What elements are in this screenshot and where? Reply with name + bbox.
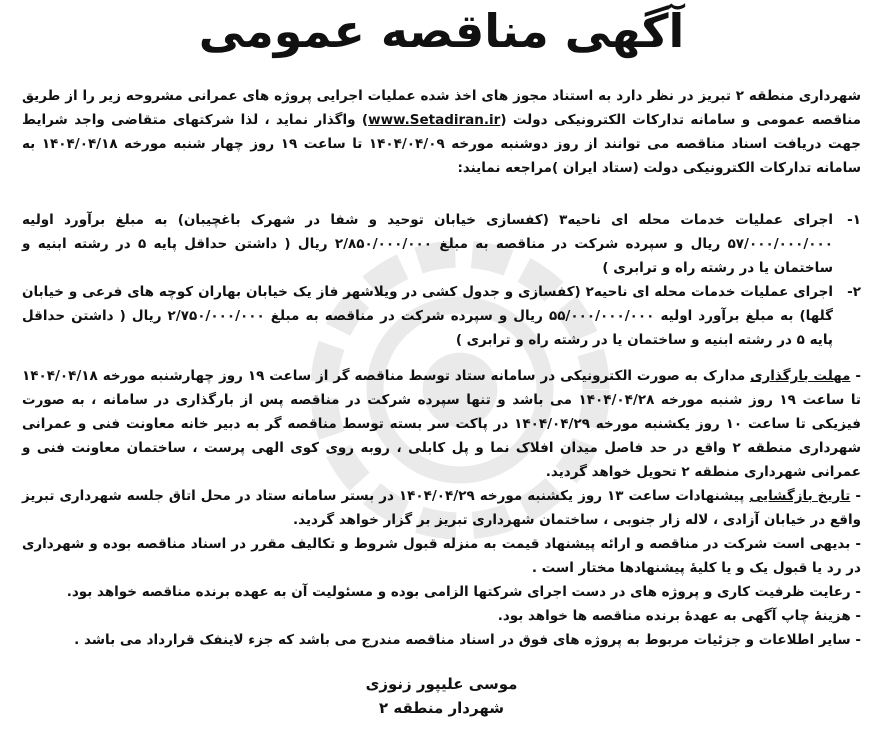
list-item-text: اجرای عملیات خدمات محله ای ناحیه۳ (کفسازی خیابان توحید و شفا در شهرک باغچیبان) به مبلغ برآورد اولیه ۵۷/۰۰۰/۰۰۰/۰۰۰ ریال و سپرده شرکت در مناقصه به مبلغ ۲/۸۵۰/۰۰۰/۰۰۰ ریال ( داشتن حداقل پایه ۵ در رشته ابنیه و ساختمان یا در رشته راه و ترابری ) xyxy=(22,212,833,276)
opening-date-label: تاریخ بازگشایی xyxy=(749,488,851,504)
page-title: آگهی مناقصه عمومی xyxy=(198,4,685,58)
intro-text-after: ) واگذار نماید ، لذا شرکتهای متقاضی واجد شرایط جهت دریافت اسناد مناقصه می توانند از روز دوشنبه مورخه ۱۴۰۴/۰۴/۰۹ تا ساعت ۱۹ روز چهار شنبه مورخه ۱۴۰۴/۰۴/۱۸ به سامانه تدارکات الکترونیکی دولت (ستاد ایران )مراجعه نمایند: xyxy=(22,112,861,176)
signer-name: موسی علیپور زنوزی xyxy=(365,675,518,693)
upload-deadline-label: مهلت بارگذاری xyxy=(750,368,851,384)
upload-deadline-paragraph xyxy=(22,364,861,484)
note-item: - هزینۀ چاپ آگهی به عهدۀ برنده مناقصه ها خواهد بود. xyxy=(497,608,861,624)
signature-block xyxy=(22,672,861,720)
list-item xyxy=(22,208,861,280)
list-item xyxy=(22,280,861,352)
list-item-text: اجرای عملیات خدمات محله ای ناحیه۲ (کفسازی و جدول کشی در ویلاشهر فاز یک خیابان بهاران کوچه های فرعی و خیابان گلها) به مبلغ برآورد اولیه ۵۵/۰۰۰/۰۰۰/۰۰۰ ریال و سپرده شرکت در مناقصه به مبلغ ۲/۷۵۰/۰۰۰/۰۰۰ ریال ( داشتن حداقل پایه ۵ در رشته ابنیه و ساختمان یا در رشته راه و ترابری ) xyxy=(22,284,833,348)
list-item-number: ۱- xyxy=(847,212,861,228)
opening-date-dash: - xyxy=(855,488,861,504)
setadiran-link[interactable]: www.Setadiran.ir xyxy=(368,112,501,128)
list-item-number: ۲- xyxy=(847,284,861,300)
conditions-section xyxy=(22,364,861,652)
note-item: - رعایت ظرفیت کاری و پروژه های در دست اجرای شرکتها الزامی بوده و مسئولیت آن به عهده برنده مناقصه خواهد بود. xyxy=(66,584,861,600)
opening-date-text: پیشنهادات ساعت ۱۳ روز یکشنبه مورخه ۱۴۰۴/۰۴/۲۹ در بستر سامانه ستاد در محل اتاق جلسه شهرداری تبریز واقع در خیابان آزادی ، لاله زار جنوبی ، ساختمان شهرداری تبریز بر گزار خواهد گردید. xyxy=(22,488,861,528)
opening-date-paragraph xyxy=(22,484,861,532)
projects-list xyxy=(22,208,861,352)
intro-text-before: شهرداری منطقه ۲ تبریز در نظر دارد به استناد مجوز های اخذ شده عملیات اجرایی پروژه های عمرانی مشروحه زیر را از طریق مناقصه عمومی و سامانه تدارکات الکترونیکی دولت ( xyxy=(22,88,861,128)
upload-deadline-dash: - xyxy=(855,368,862,384)
note-item: - بدیهی است شرکت در مناقصه و ارائه پیشنهاد قیمت به منزله قبول شروط و تکالیف مقرر در اسناد مناقصه بوده و شهرداری در رد یا قبول یک و یا کلیۀ پیشنهادها مختار است . xyxy=(22,536,861,576)
signer-role: شهردار منطقه ۲ xyxy=(379,699,504,717)
intro-paragraph xyxy=(22,84,861,180)
note-item: - سایر اطلاعات و جزئیات مربوط به پروژه های فوق در اسناد مناقصه مندرج می باشد که جزء لاینفک قرارداد می باشد . xyxy=(74,632,861,648)
upload-deadline-text: مدارک به صورت الکترونیکی در سامانه ستاد توسط مناقصه گر از ساعت ۱۹ روز چهارشنبه مورخه ۱۴۰۴/۰۴/۱۸ تا ساعت ۱۹ روز شنبه مورخه ۱۴۰۴/۰۴/۲۸ می باشد و تنها سپرده شرکت در مناقصه پس از بارگذاری در سامانه ، به صورت فیزیکی تا ساعت ۱۰ روز یکشنبه مورخه ۱۴۰۴/۰۴/۲۹ در پاکت سر بسته توسط مناقصه گر به دبیر خانه معاونت فنی و عمرانی شهرداری منطقه ۲ واقع در حد فاصل میدان افلاک نما و پل کابلی ، روبه روی کوی الهی پرست ، ساختمان معاونت فنی و عمرانی شهرداری منطقه ۲ تحویل خواهد گردید. xyxy=(22,368,861,480)
